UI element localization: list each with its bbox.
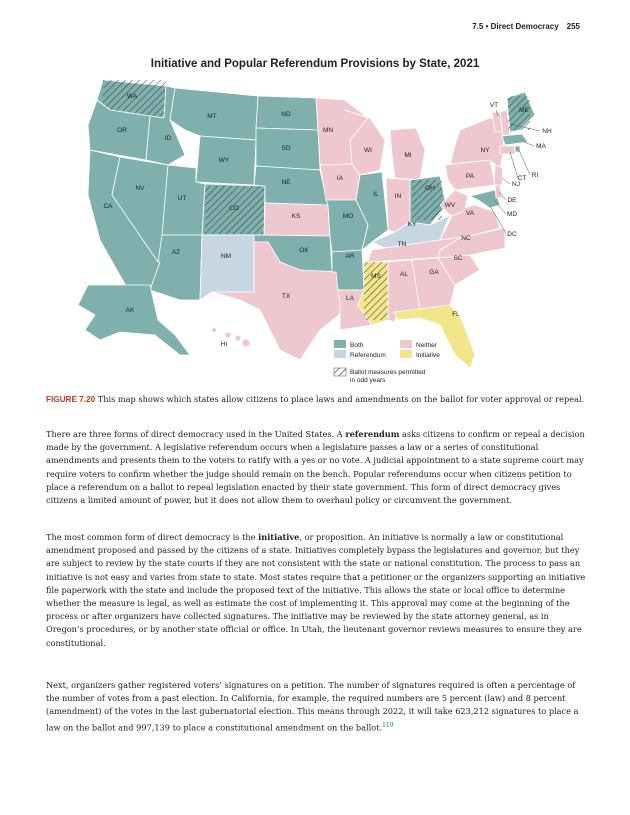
label-in: IN [394,193,402,200]
term-referendum: referendum [345,429,400,439]
label-me: ME [519,107,529,114]
label-ia: IA [336,175,344,182]
label-pa: PA [465,173,475,180]
section-title: 7.5 • Direct Democracy [472,22,559,31]
label-ar: AR [345,253,355,260]
legend-odd-line2: in odd years [350,377,386,384]
legend [334,340,440,384]
label-ks: KS [291,213,301,220]
label-mn: MN [322,127,334,134]
label-hi: HI [220,341,228,348]
state-ia [320,164,360,200]
page-number: 255 [566,22,580,31]
label-or: OR [117,127,127,134]
figure-title: Initiative and Popular Referendum Provisions by State, 2021 [150,58,480,70]
legend-swatch-both [334,340,346,348]
legend-swatch-odd-years [334,368,346,376]
label-nd: ND [281,111,291,118]
label-ok: OK [299,247,309,254]
legend-swatch-initiative [400,350,412,358]
label-la: LA [346,295,354,302]
paragraph-referendum: There are three forms of direct democracy used in the United States. A referendum asks citizens to confirm or repeal a decision made by the government. A legislative referendum occurs when a legislature passes a law or a series of constitutional amendments and presents them to the voters to ratify with a yes or no vote. A judicial appointment to a state supreme court may require voters to confirm whether the judge should remain on the bench. Popular referendums occur when citizens petition to place a referendum on a ballot to repeal legislation enacted by their state government. This form of direct democracy gives citizens a limited amount of power, but it does not allow them to overhaul policy or circumvent the government. [46,429,585,506]
label-co: CO [229,205,239,212]
label-ak: AK [125,307,135,314]
label-az: AZ [171,249,181,256]
footnote-ref-link[interactable]: 119 [382,721,394,729]
label-nc: NC [461,235,471,242]
label-wy: WY [218,157,230,164]
label-fl: FL [452,311,460,318]
state-in [386,178,410,232]
state-de [495,185,502,198]
label-nm: NM [220,253,232,260]
label-nh: NH [542,128,552,135]
label-tx: TX [281,293,291,300]
label-de: DE [507,197,517,204]
label-sd: SD [281,145,291,152]
paragraph-initiative: The most common form of direct democracy is the initiative, or proposition. An initiative is normally a law or constitutional amendment proposed and passed by the citizens of a state. Initiatives completely bypass the legislatures and governor, but they are subject to review by the state courts if they are not consistent with the state or national constitution. The process to pass an initiative is not easy and varies from state to state. Most states require that a petitioner or the organizers supporting an initiative file paperwork with the state and include the proposed text of the initiative. This allows the state or local office to determine whether the measure is legal, as well as estimate the cost of implementing it. This approval may come at the beginning of the process or after organizers have collected signatures. The initiative may be reviewed by the state attorney general, as in Oregon’s procedures, or by another state official or office. In Utah, the lieutenant governor reviews measures to ensure they are constitutional. [46,532,586,648]
paragraph-signatures: Next, organizers gather registered voters’ signatures on a petition. The number of signatures required is often a percentage of the number of votes from a past election. In California, for example, the required numbers are 5 percent (law) and 8 percent (amendment) of the votes in the last gubernatorial election. This means through 2022, it will take 623,212 signatures to place a law on the ballot and 997,139 to place a constitutional amendment on the ballot.$^{119}$ [46,680,579,733]
label-sc: SC [453,255,463,262]
state-hi [212,328,251,348]
label-nj: NJ [512,181,520,188]
label-mt: MT [207,113,217,120]
caption-text: This map shows which states allow citizens to place laws and amendments on the ballot for voter approval or repeal. [95,394,585,404]
state-ma [502,134,528,145]
state-nm [200,235,254,300]
label-vt: VT [489,102,499,109]
label-wi: WI [364,147,372,154]
label-ri: RI [531,172,539,179]
label-ky: KY [407,221,417,228]
label-ny: NY [480,147,490,154]
label-ne: NE [281,179,291,186]
state-nj [494,165,503,185]
term-initiative: initiative [258,532,300,542]
label-md: MD [506,211,518,218]
label-wa: WA [126,93,138,100]
label-ms: MS [371,273,381,280]
label-al: AL [400,271,408,278]
label-ma: MA [536,143,546,150]
legend-referendum: Referendum [350,352,386,359]
label-ct: CT [517,175,527,182]
legend-neither: Neither [416,342,437,349]
figure-label: FIGURE 7.20 [46,395,96,404]
legend-odd-line1: Ballot measures permitted [350,369,426,376]
label-dc: DC [507,231,517,238]
us-map [0,0,630,395]
label-ut: UT [177,195,187,202]
label-mo: MO [342,213,354,220]
label-id: ID [164,135,172,142]
state-ne [254,166,328,205]
label-ca: CA [103,203,113,210]
label-va: VA [465,210,475,217]
label-tn: TN [397,241,407,248]
state-ct [500,146,515,154]
label-nv: NV [135,185,145,192]
label-mi: MI [404,152,412,159]
state-ms-hatch [364,262,388,320]
legend-initiative: Initiative [416,352,440,359]
label-wv: WV [444,202,456,209]
legend-both: Both [350,342,364,349]
label-il: IL [373,191,379,198]
legend-swatch-neither [400,340,412,348]
figure-caption [46,393,586,406]
label-ga: GA [429,269,439,276]
legend-swatch-referendum [334,350,346,358]
label-oh: OH [425,185,435,192]
